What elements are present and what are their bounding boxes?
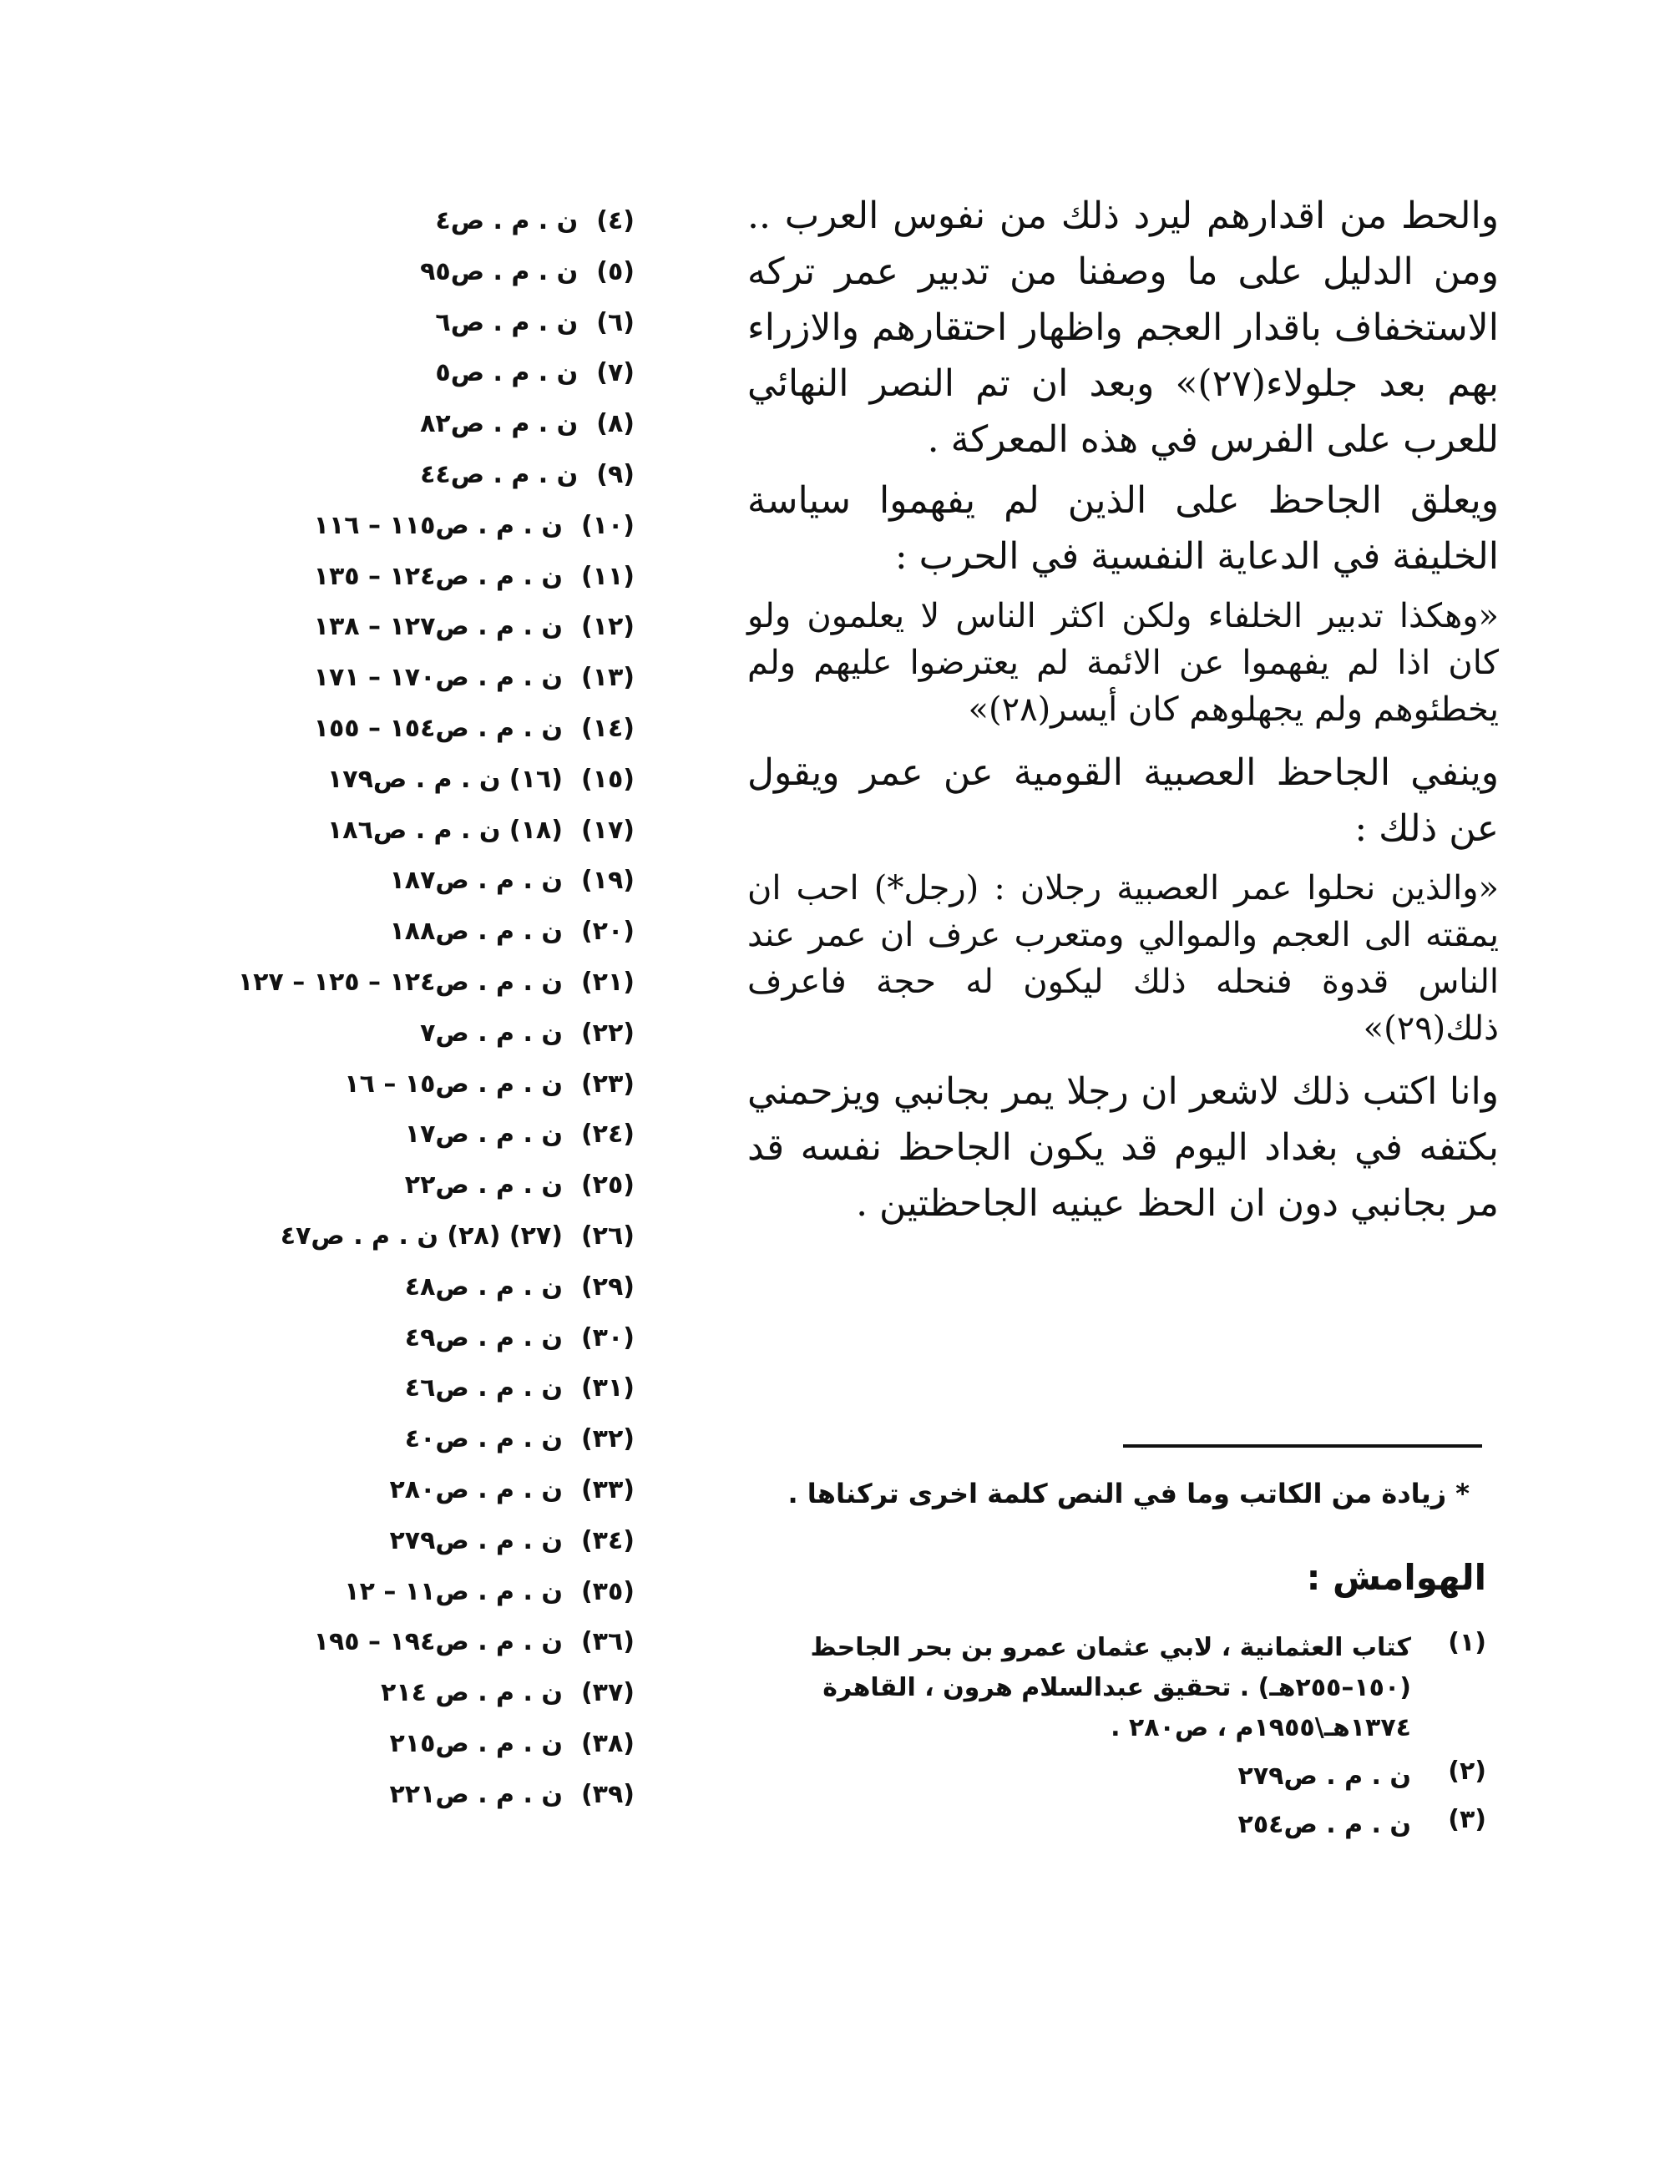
reference-text: ن . م . ص ٢١٤ <box>381 1678 563 1708</box>
reference-item <box>167 602 635 653</box>
reference-text: ن . م . ص١٢٧ – ١٣٨ <box>313 612 563 642</box>
reference-number: (٢١) <box>580 967 635 997</box>
reference-item <box>167 501 635 552</box>
reference-number: (٣٩) <box>580 1779 635 1809</box>
reference-item <box>167 958 635 1009</box>
body-paragraph: والحط من اقدارهم ليرد ذلك من نفوس العرب .. ومن الدليل على ما وصفنا من تدبير عمر تركه الاستخفاف باقدار العجم واظهار احتقارهم والازراء بهم بعد جلولاء(٢٧)» وبعد ان تم النصر النهائي للعرب على الفرس في هذه المعركة . <box>747 195 1500 461</box>
reference-number: (١٢) <box>580 612 635 642</box>
reference-item <box>167 856 635 907</box>
reference-item <box>167 1262 635 1313</box>
reference-item <box>167 298 635 349</box>
reference-item <box>167 1567 635 1618</box>
reference-number: (١٩) <box>580 866 635 896</box>
footnote-text: ن . م . ص٢٥٤ <box>1237 1810 1411 1839</box>
reference-text: ن . م . ص٤٦ <box>404 1373 563 1403</box>
reference-number: (٣٨) <box>580 1728 635 1758</box>
reference-number: (٢٠) <box>580 917 635 947</box>
reference-item <box>167 399 635 450</box>
reference-item <box>167 1465 635 1516</box>
reference-number: (٩) <box>596 459 635 489</box>
reference-text: ن . م . ص٤٨ <box>404 1271 563 1302</box>
reference-item <box>167 450 635 501</box>
reference-item <box>167 1770 635 1821</box>
body-paragraph: وانا اكتب ذلك لاشعر ان رجلا يمر بجانبي ويزحمني بكتفه في بغداد اليوم قد يكون الجاحظ نفسه قد مر بجانبي دون ان الحظ عينيه الجاحظتين . <box>747 1070 1499 1225</box>
reference-number: (٦) <box>596 307 635 337</box>
reference-item <box>167 1160 635 1211</box>
reference-item <box>167 755 635 806</box>
reference-item <box>167 1059 635 1110</box>
footnotes-heading: الهوامش : <box>1306 1557 1486 1598</box>
reference-text: (١٦) ن . م . ص١٧٩ <box>326 764 563 794</box>
reference-item <box>167 1110 635 1160</box>
reference-item <box>167 907 635 958</box>
reference-number: (٣٢) <box>580 1424 635 1454</box>
body-paragraph: وينفي الجاحظ العصبية القومية عن عمر ويقول عن ذلك : <box>747 751 1499 850</box>
reference-item <box>167 1668 635 1719</box>
reference-text: ن . م . ص١٥٤ – ١٥٥ <box>313 713 563 743</box>
reference-text: (١٨) ن . م . ص١٨٦ <box>326 815 563 845</box>
reference-item <box>167 1313 635 1364</box>
reference-text: ن . م . ص١٩٤ – ١٩٥ <box>313 1627 563 1657</box>
reference-text: ن . م . ص١١٥ – ١١٦ <box>313 510 563 540</box>
reference-text: ن . م . ص٧ <box>420 1018 563 1048</box>
reference-item <box>167 552 635 603</box>
reference-item <box>167 1211 635 1262</box>
reference-text: ن . م . ص١٥ – ١٦ <box>344 1069 563 1099</box>
reference-item <box>167 247 635 298</box>
reference-item <box>167 1516 635 1567</box>
reference-text: ن . م . ص١٧٠ – ١٧١ <box>313 663 563 693</box>
reference-number: (١٧) <box>580 815 635 845</box>
reference-text: ن . م . ص٢٢١ <box>389 1779 563 1809</box>
footnote-text: كتاب العثمانية ، لابي عثمان عمرو بن بحر الجاحظ (١٥٠–٢٥٥هـ) . تحقيق عبدالسلام هرون ، القاهرة ١٣٧٤هـ\١٩٥٥م ، ص٢٨٠ . <box>810 1633 1411 1742</box>
reference-number: (١١) <box>580 561 635 591</box>
reference-item <box>167 704 635 755</box>
reference-item <box>167 653 635 704</box>
reference-text: ن . م . ص٨٢ <box>420 409 579 439</box>
footnote-text: ن . م . ص٢٧٩ <box>1237 1762 1411 1791</box>
reference-item <box>167 348 635 399</box>
footnote-item <box>735 1805 1486 1845</box>
reference-item <box>167 1414 635 1465</box>
reference-number: (٢٣) <box>580 1069 635 1099</box>
reference-number: (١٥) <box>580 764 635 794</box>
reference-number: (٢٦) <box>580 1221 635 1251</box>
reference-list <box>167 196 635 1821</box>
reference-number: (٢٢) <box>580 1018 635 1048</box>
reference-number: (٢٩) <box>580 1271 635 1302</box>
quotation: «والذين نحلوا عمر العصبية رجلان : (رجل*) احب ان يمقته الى العجم والموالي ومتعرب عرف ان عمر عند الناس قدوة فنحله ذلك ليكون له حجة فاعرف ذلك(٢٩)» <box>747 869 1499 1048</box>
reference-text: ن . م . ص٢٢ <box>404 1170 563 1201</box>
footnote-number: (١) <box>1448 1628 1486 1657</box>
footnote-separator <box>1123 1444 1482 1448</box>
reference-number: (٢٥) <box>580 1170 635 1201</box>
reference-text: ن . م . ص٥ <box>435 358 579 388</box>
reference-number: (٣٤) <box>580 1525 635 1555</box>
reference-text: ن . م . ص١٢٤ – ١٣٥ <box>313 561 563 591</box>
reference-text: ن . م . ص٦ <box>435 307 579 337</box>
quotation: «وهكذا تدبير الخلفاء ولكن اكثر الناس لا يعلمون ولو كان اذا لم يفهموا عن الائمة لم يعترضوا عليهم ولم يخطئوهم ولم يجهلوهم كان أيسر(٢٨)» <box>747 597 1499 729</box>
reference-item <box>167 1009 635 1059</box>
reference-text: ن . م . ص٤٠ <box>404 1424 563 1454</box>
main-text-column <box>747 188 1499 1231</box>
reference-number: (٢٤) <box>580 1120 635 1150</box>
reference-number: (٣٠) <box>580 1322 635 1352</box>
reference-item <box>167 1617 635 1668</box>
footnote-number: (٢) <box>1448 1757 1486 1786</box>
reference-number: (١٤) <box>580 713 635 743</box>
body-paragraph: ويعلق الجاحظ على الذين لم يفهموا سياسة الخليفة في الدعاية النفسية في الحرب : <box>747 479 1499 578</box>
reference-item <box>167 1363 635 1414</box>
footnote-item <box>735 1628 1486 1748</box>
reference-number: (١٠) <box>580 510 635 540</box>
reference-number: (٣٣) <box>580 1474 635 1504</box>
reference-number: (١٣) <box>580 663 635 693</box>
footnote-item <box>735 1757 1486 1797</box>
reference-text: (٢٧) (٢٨) ن . م . ص٤٧ <box>280 1221 563 1251</box>
reference-text: ن . م . ص٤٤ <box>420 459 579 489</box>
reference-number: (٧) <box>596 358 635 388</box>
reference-text: ن . م . ص٢١٥ <box>389 1728 563 1758</box>
footnote-number: (٣) <box>1448 1805 1486 1834</box>
reference-text: ن . م . ص١٨٧ <box>389 866 563 896</box>
reference-text: ن . م . ص١٧ <box>404 1120 563 1150</box>
footnote-list <box>735 1628 1486 1853</box>
reference-text: ن . م . ص٢٧٩ <box>389 1525 563 1555</box>
reference-text: ن . م . ص١١ – ١٢ <box>344 1576 563 1606</box>
reference-number: (٥) <box>596 256 635 286</box>
reference-number: (٣٧) <box>580 1678 635 1708</box>
reference-number: (٣٦) <box>580 1627 635 1657</box>
reference-number: (٨) <box>596 409 635 439</box>
reference-text: ن . م . ص١٢٤ – ١٢٥ – ١٢٧ <box>237 967 563 997</box>
reference-text: ن . م . ص٤ <box>435 206 579 235</box>
reference-number: (٣١) <box>580 1373 635 1403</box>
reference-number: (٤) <box>596 206 635 235</box>
reference-text: ن . م . ص٤٩ <box>404 1322 563 1352</box>
star-note: * زيادة من الكاتب وما في النص كلمة اخرى تركناها . <box>787 1478 1470 1509</box>
reference-text: ن . م . ص٩٥ <box>420 256 579 286</box>
reference-item <box>167 1719 635 1770</box>
reference-number: (٣٥) <box>580 1576 635 1606</box>
reference-item <box>167 806 635 857</box>
reference-text: ن . م . ص١٨٨ <box>389 917 563 947</box>
reference-text: ن . م . ص٢٨٠ <box>389 1474 563 1504</box>
reference-item <box>167 196 635 247</box>
